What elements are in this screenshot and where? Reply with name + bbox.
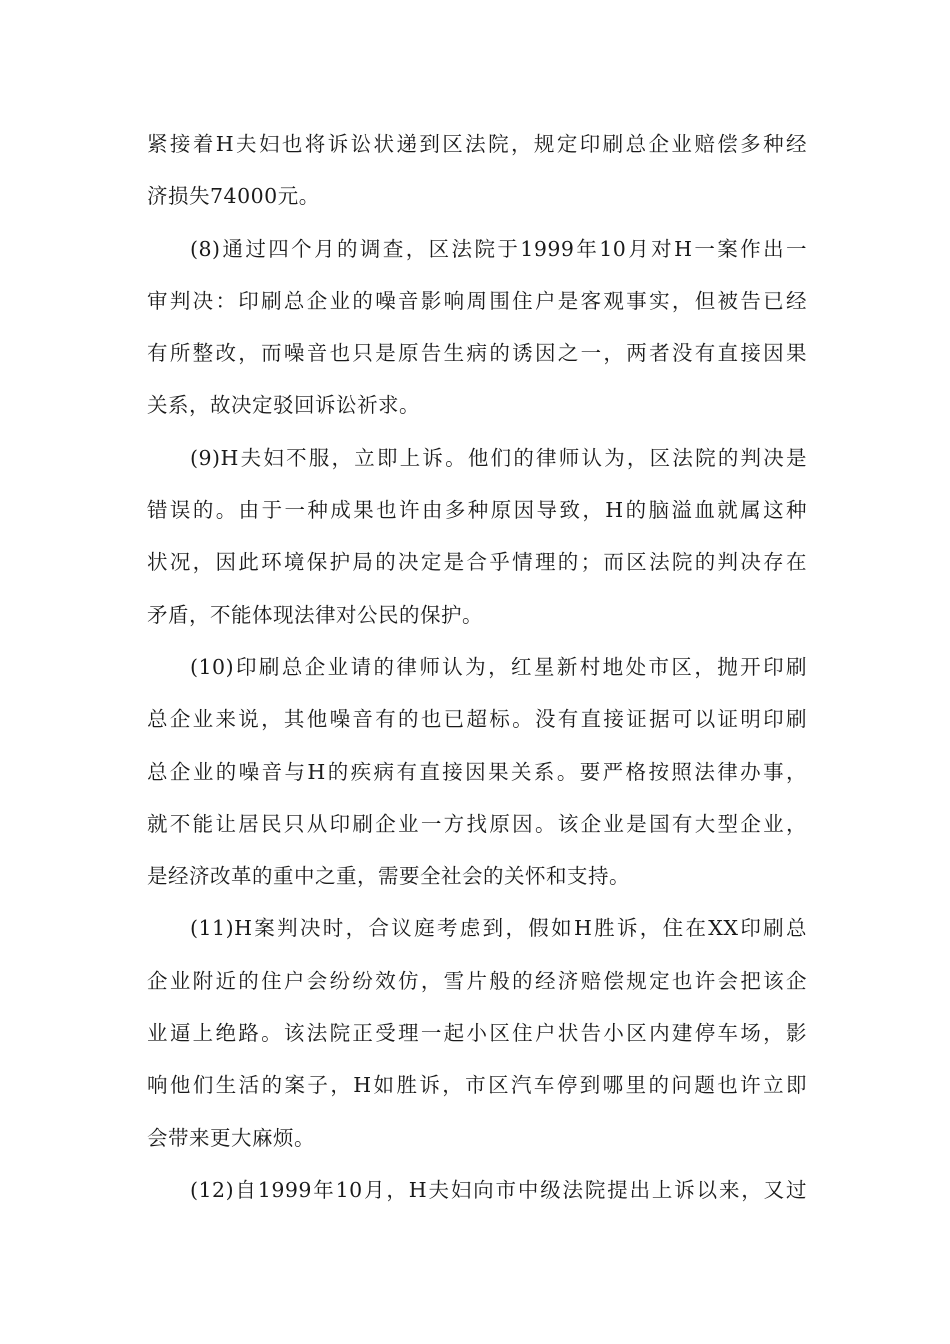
text-line: 响他们生活的案子，H如胜诉，市区汽车停到哪里的问题也许立即 bbox=[147, 1073, 807, 1098]
text-line: 企业附近的住户会纷纷效仿，雪片般的经济赔偿规定也许会把该企 bbox=[147, 968, 807, 993]
text-line: 业逼上绝路。该法院正受理一起小区住户状告小区内建停车场，影 bbox=[147, 1021, 807, 1046]
text-line: 总企业的噪音与H的疾病有直接因果关系。要严格按照法律办事， bbox=[147, 759, 807, 784]
text-line: 总企业来说，其他噪音有的也已超标。没有直接证据可以证明印刷 bbox=[147, 707, 807, 732]
text-line: 审判决：印刷总企业的噪音影响周围住户是客观事实，但被告已经 bbox=[147, 288, 807, 313]
text-line: (8)通过四个月的调查，区法院于1999年10月对H一案作出一 bbox=[190, 236, 807, 261]
text-line: 会带来更大麻烦。 bbox=[147, 1125, 315, 1150]
text-line: 矛盾，不能体现法律对公民的保护。 bbox=[147, 602, 483, 627]
text-line: 就不能让居民只从印刷企业一方找原因。该企业是国有大型企业， bbox=[147, 811, 807, 836]
text-line: 紧接着H夫妇也将诉讼状递到区法院，规定印刷总企业赔偿多种经 bbox=[147, 132, 807, 156]
text-line: 错误的。由于一种成果也许由多种原因导致，H的脑溢血就属这种 bbox=[147, 498, 807, 523]
text-line: 状况，因此环境保护局的决定是合乎情理的；而区法院的判决存在 bbox=[147, 550, 807, 575]
text-line: (11)H案判决时，合议庭考虑到，假如H胜诉，住在XX印刷总 bbox=[190, 916, 807, 941]
text-line: (12)自1999年10月，H夫妇向市中级法院提出上诉以来，又过 bbox=[190, 1177, 807, 1202]
text-line: (10)印刷总企业请的律师认为，红星新村地处市区，抛开印刷 bbox=[190, 654, 807, 679]
text-line: 济损失74000元。 bbox=[147, 184, 320, 209]
text-line: 是经济改革的重中之重，需要全社会的关怀和支持。 bbox=[147, 864, 630, 889]
document-body bbox=[147, 118, 807, 1216]
text-line: 有所整改，而噪音也只是原告生病的诱因之一，两者没有直接因果 bbox=[147, 341, 807, 366]
text-line: 关系，故决定驳回诉讼祈求。 bbox=[147, 393, 420, 418]
text-line: (9)H夫妇不服，立即上诉。他们的律师认为，区法院的判决是 bbox=[190, 445, 807, 470]
